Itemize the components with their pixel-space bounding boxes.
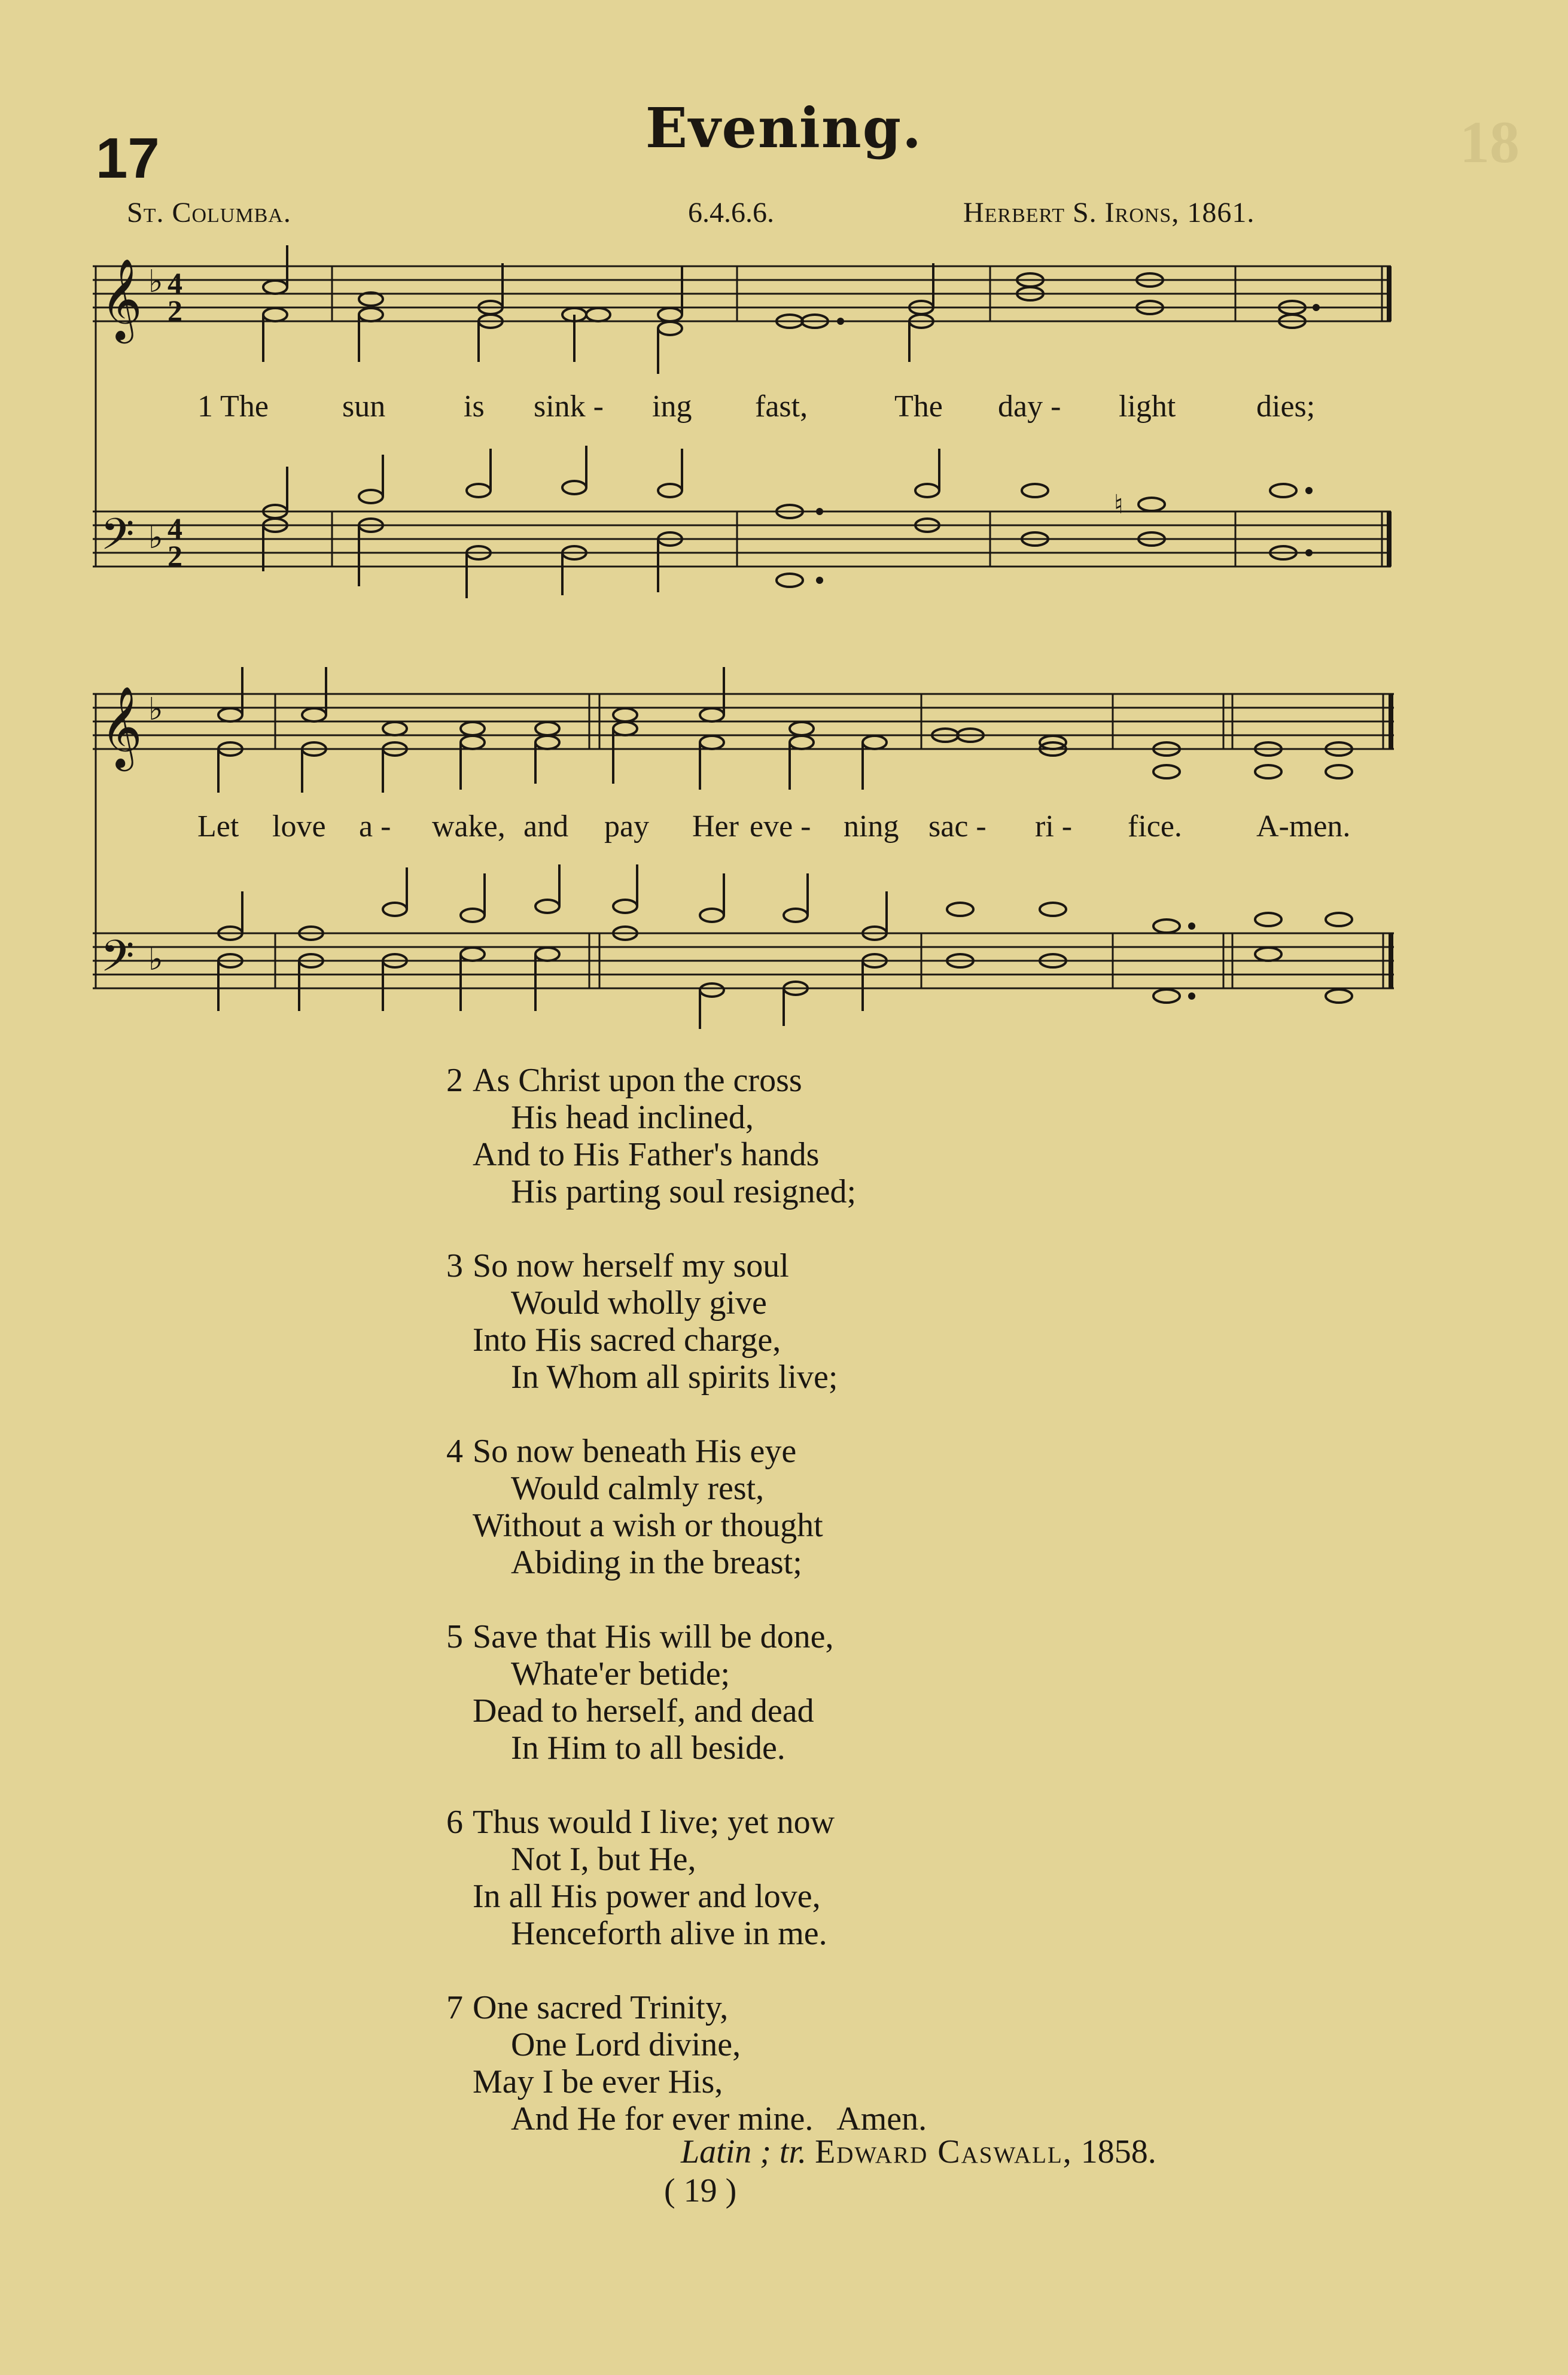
verse-line: And He for ever mine. Amen. [511,2100,927,2138]
treble-notes-1 [263,245,1319,374]
verse-line: One Lord divine, [511,2026,741,2063]
verse-line: And to His Father's hands [473,1136,820,1173]
lyric-syllable: A-men. [1256,809,1351,844]
note-head [790,722,814,735]
lyric-syllable: light [1119,389,1176,424]
lyric-syllable: sun [342,389,386,424]
note-head [461,736,485,749]
note-head [658,308,682,321]
lyric-syllable: fice. [1128,809,1182,844]
tune-name: St. Columba. [127,197,291,229]
time-signature: 4 [168,266,182,300]
bass-notes-1 [263,446,1311,598]
verse-line: Thus would I live; yet now [473,1804,835,1841]
time-signature: 4 [168,511,182,545]
key-signature-flat-icon: ♭ [148,264,163,300]
verse-line: Whate'er betide; [511,1655,730,1692]
note-head [700,984,724,997]
treble-staff-2 [93,694,1394,749]
lyric-syllable: is [464,389,485,424]
lyric-syllable: ning [844,809,899,844]
composer: Herbert S. Irons, 1861. [963,197,1255,229]
verse-line: His head inclined, [511,1099,754,1136]
note-head [613,708,637,721]
note-head [1255,765,1281,778]
lyric-syllable: pay [604,809,650,844]
note-head [535,948,559,961]
note-head [586,308,610,321]
note-head [1040,903,1066,916]
note-head [1326,913,1352,926]
note-head [562,481,586,494]
note-head [700,736,724,749]
note-head [535,900,559,913]
note-head [1153,919,1180,933]
attribution-year: 1858. [1080,2133,1156,2170]
verses [446,1062,927,2175]
note-head [302,708,326,721]
system-2 [93,667,1394,1029]
key-signature-flat-icon: ♭ [148,692,163,727]
verse-line: So now herself my soul [473,1247,789,1284]
lyric-syllable: Let [197,809,239,844]
verse [446,1989,927,2138]
lyric-syllable: day - [998,389,1061,424]
note-head [461,909,485,922]
verse-line: Would calmly rest, [511,1470,765,1507]
note-head [784,909,808,922]
note-head [790,736,814,749]
note-head [263,308,287,321]
treble-notes-2 [218,667,1352,793]
bass-clef-icon: 𝄢 [101,509,135,570]
note-head [383,722,407,735]
note-head [1138,498,1165,511]
treble-clef-icon: 𝄞 [101,257,142,340]
note-head [1326,989,1352,1003]
verse-line: Into His sacred charge, [473,1322,781,1359]
note-head [1270,484,1296,497]
note-head [1153,989,1180,1003]
lyric-syllable: fast, [755,389,808,424]
lyric-syllable: dies; [1256,389,1316,424]
verse [446,1433,927,1581]
lyric-syllable: a - [359,809,391,844]
verse-line: May I be ever His, [473,2063,723,2100]
meter: 6.4.6.6. [688,197,774,229]
note-head [700,708,724,721]
lyric-syllable: love [272,809,326,844]
note-head [700,909,724,922]
verse-line: Not I, but He, [511,1841,696,1878]
time-signature: 2 [168,294,182,327]
verse-line: Abiding in the breast; [511,1544,802,1581]
note-head [1326,765,1352,778]
verse-line: Save that His will be done, [473,1618,834,1655]
verse [446,1062,927,1210]
bass-clef-icon: 𝄢 [101,930,135,992]
verse-number: 5 [446,1618,463,1655]
lyric-syllable: The [894,389,943,424]
note-head [1022,484,1048,497]
bass-staff-2 [93,933,1394,988]
natural-sign-icon: ♮ [1114,490,1124,519]
verse-line: In Him to all beside. [511,1730,785,1767]
verse-number: 2 [446,1062,463,1099]
verse-number: 4 [446,1433,463,1470]
verse-line: Henceforth alive in me. [511,1915,827,1952]
note-head [863,736,887,749]
note-head [1255,913,1281,926]
key-signature-flat-icon: ♭ [148,520,163,556]
lyric-syllable: wake, [432,809,506,844]
note-head [535,722,559,735]
note-head [359,490,383,503]
verse-number: 7 [446,1989,463,2026]
lyric-syllable: eve - [750,809,811,844]
note-head [461,948,485,961]
page-number: ( 19 ) [664,2172,737,2209]
verse-line: So now beneath His eye [473,1433,797,1470]
verse-line: As Christ upon the cross [473,1062,802,1099]
note-head [658,484,682,497]
lyric-syllable: and [523,809,569,844]
note-head [359,308,383,321]
note-head [467,484,491,497]
verse [446,1247,927,1396]
note-head [613,900,637,913]
note-head [915,484,939,497]
lyric-syllable: ri - [1035,809,1073,844]
verse-line: In all His power and love, [473,1878,821,1915]
note-head [218,708,242,721]
bleed-through-number: 18 [1460,109,1520,175]
verse-line: Without a wish or thought [473,1507,823,1544]
note-head [1153,765,1180,778]
key-signature-flat-icon: ♭ [148,942,163,978]
note-head [947,903,973,916]
verse-line: One sacred Trinity, [473,1989,729,2026]
time-signature: 2 [168,539,182,573]
verse-line: Dead to herself, and dead [473,1692,814,1730]
barlines-1 [332,266,1389,567]
verse-number: 3 [446,1247,463,1284]
lyric-syllable: sac - [928,809,987,844]
bass-staff-1 [93,511,1391,567]
note-head [1255,948,1281,961]
treble-clef-icon: 𝄞 [101,685,142,768]
music-score [0,0,1568,1047]
lyric-syllable: 1 The [197,389,269,424]
verse-number: 6 [446,1804,463,1841]
attribution-source: Latin ; tr. [681,2133,807,2170]
attribution-translator: Edward Caswall, [815,2133,1073,2170]
note-head [658,322,682,335]
lyric-syllable: Her [692,809,739,844]
hymn-title: Evening. [645,96,923,160]
note-head [383,903,407,916]
verse [446,1804,927,1952]
verse [446,1618,927,1767]
attribution [681,2133,1156,2171]
lyric-syllable: ing [652,389,692,424]
note-head [535,736,559,749]
verse-line: Would wholly give [511,1284,767,1322]
system-1 [93,245,1391,598]
verse-line: His parting soul resigned; [511,1173,857,1210]
hymn-number: 17 [96,126,160,190]
lyric-syllable: sink - [534,389,604,424]
note-head [263,281,287,294]
verse-line: In Whom all spirits live; [511,1359,838,1396]
note-head [777,574,803,587]
note-head [461,722,485,735]
note-head [613,722,637,735]
